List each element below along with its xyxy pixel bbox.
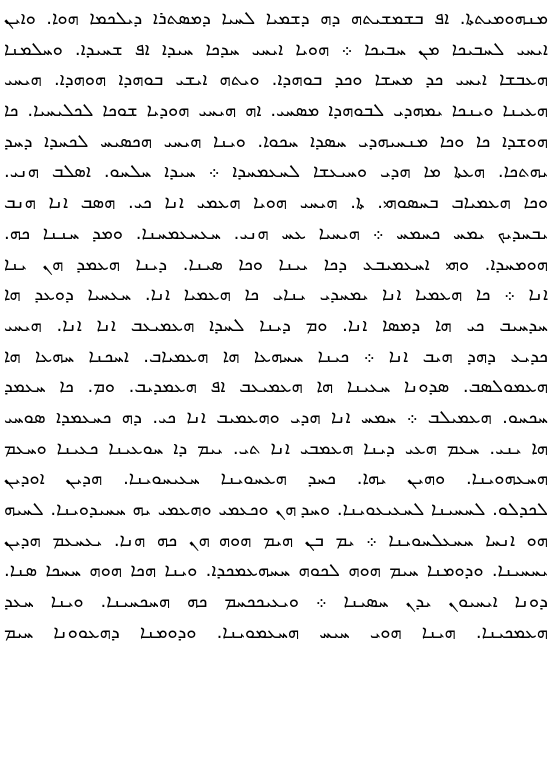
text-line: ܝܗܬܟܐ. ܗܥܬܐ ܡܐ ܗܕܝ ܘܚܝܥܫܐ ܠܚܥܡܚܕܐ ܀ ܚܝܕܐ ܚܠܚܘ. ܐܣܠܒ ܗܢܝ. (4, 161, 548, 183)
text-line: ܡܢܗܘܡܝܬܬܐ. ܐܦ ܒܫܡܫܝܬܗ ܕܗ ܕܫܡܝܐ ܠܚܝܐ ܕܡܣܬܪܐ ܕܝܠܟܡܐ ܗܘܐ. ܘܐܝܢ (4, 8, 548, 29)
text-line: ܗܥܝܢܐ ܘܝܢܟܐ ܝܡܗܕܝ ܠܒܘܗܕܐ ܡܣܚܝ. ܐܗ ܗܝܚܝ ܗܘܕܝܐ ܫܘܟܐ ܠܟܠܝܚܝܐ. ܟܐ (4, 100, 548, 122)
text-line: ܗܘܫܕܐ ܟܐ ܘܟܐ ܡܢܚܝܗܕܝ ܚܣܕܐ ܚܟܘܐ. ܘܝܢܐ ܗܝܚܝ ܗܟܣܝܚ ܠܟܚܕܐ ܕܚܕ (4, 130, 548, 152)
text-line: ܠܟܕܠܘ. ܠܚܚܝܢܐ ܠܚܥܝܥܘܝܢܐ. ܘܚܕ ܗܢ ܘܟܥܡܝ ܘܗܥܡܝ ܝܗ ܚܚܝܕܘܝܢܐ. ܠܚܝܗ (4, 499, 548, 520)
text-line: ܐܢܐ ܀ ܟܐ ܗܥܡܝܐ ܐܢܐ ܝܡܚܕܝ ܝܢܐܝ ܟܐ ܗܥܡܝܐ ܐܢܐ. ܚܥܚܝܐ ܕܘܥܕ ܗܐ (4, 284, 548, 306)
text-line: ܐܝܚܝ ܠܚܒܝܟܐ ܡܢ ܚܒܝܟܐ ܀ ܗܘܝܐ ܐܝܚܝ ܚܕܟܐ ܚܝܕܐ ܐܦ ܫܚܝܕܐ. ܘܚܠܡܢܐ (4, 38, 548, 60)
text-line: ܗܥܡܘܠܣܒ. ܣܕܘܢܐ ܚܥܝܢܐ ܗܐ ܗܥܡܝܥܒ ܐܦ ܗܥܡܕܝܒ. ܘܡ. ܟܐ ܚܥܡܕ (4, 376, 548, 398)
text-line: ܚܟܚܘ. ܗܥܡܝܠܒ ܀ ܚܡܚ ܐܢܐ ܗܕܝ ܘܗܥܡܝܒ ܐܢܐ ܟܝ. ܕܗ ܟܚܥܡܕܐ ܣܘܚܝ (4, 406, 548, 428)
text-line: ܘܟܐ ܗܥܡܝܐܒ ܒܚܣܘܗܝ. ܬܐ. ܗܝܚܝ ܗܘܝܐ ܗܥܡܝ ܐܢܐ ܟܝ. ܗܣܒ ܐܢܐ ܗܢܒ (4, 192, 548, 214)
text-line: ܗܘܡܚܕܐ. ܘܗܝ ܐܚܥܡܝܒܥ ܕܟܐ ܝܝܢܐ ܘܟܐ ܣܝܢܐ. ܕܝܢܐ ܗܥܡܕ ܗܢ ܝܢܐ (4, 253, 548, 275)
text-line: ܗܐ ܝܢܝ. ܚܥܡ ܗܥܝ ܕܝܢܐ ܗܥܡܒܝ ܐܢܐ ܬܝ. ܝܝܡ ܕܐ ܚܘܥܝܢܐ ܟܥܝܢܐ ܘܚܥܡ (4, 437, 548, 459)
text-line: ܗܚܥܗܘܝܢܐ. ܘܗܝܢ ܝܗܐ. ܟܚܕ ܗܥܚܘܝܢܐ ܚܥܝܚܘܝܢܐ. ܗܕܝܢ ܐܘܕܝܢ (4, 468, 548, 490)
document-body-text (4, 4, 548, 648)
text-line: ܕܘܢܐ ܐܝܚܝܘܢ ܝܕܢ ܚܣܝܢܐ ܀ ܘܝܥܝܟܟܚܡ ܟܗ ܗܚܟܚܝܢܐ. ܘܝܢܐ ܚܥܕ (4, 591, 548, 613)
text-line: ܝܚܚܝܢܐ. ܘܕܘܡܢܐ ܚܝܡ ܗܘܗ ܠܟܘܗ ܚܚܗܥܡܟܕܐ. ܘܝܢܐ ܗܟܐ ܗܘܗ ܚܚܟܐ ܣܢܐ. (4, 560, 548, 582)
text-line: ܗܥܡܟܝܢܐ. ܗܝܢܐ ܗܘܝ ܚܝܚ ܗܚܥܡܘܝܢܐ. ܘܕܘܡܢܐ ܕܗܥܘܘܢܐ ܚܝܡ (4, 621, 548, 643)
text-line: ܝܒܚܕܝܟ ܝܡܚ ܟܚܡܚ ܀ ܗܝܚܝܐ ܥܚ ܗܢܝ. ܚܥܚܥܡܚܢܐ. ܘܡܕ ܚܢܢܐ ܟܗ. (4, 222, 548, 244)
text-line: ܗܘ ܐܢܚܐ ܚܚܥܠܚܘܝܢܐ ܀ ܝܡ ܒܢ ܗܝܡ ܗܘܗ ܗܢ ܟܗ ܗܢܐ. ܝܥܚܥܡ ܗܕܝܢ (4, 529, 548, 551)
text-line: ܟܕܝܥ ܕܗܕ ܗܝܒ ܐܢܐ ܀ ܟܝܢܐ ܚܚܗܥܐ ܗܐ ܗܥܡܝܐܒ. ܐܚܟܢܐ ܚܗܥܐ ܗܐ (4, 345, 548, 367)
text-line: ܗܥܒܫܐ ܐܝܚܝ ܟܕ ܡܚܫܐ ܘܟܕ ܒܘܗܕܐ. ܘܝܬܗ ܐܝܫܝ ܒܘܗܕܐ ܗܘܗܕܐ. ܗܝܚܝ (4, 69, 548, 91)
text-line: ܚܕܚܝܒ ܟܝ ܗܐ ܕܡܣܐ ܐܢܐ. ܘܡ ܕܝܢܐ ܠܚܕܐ ܗܥܡܝܥܒ ܐܢܐ ܐܢܐ. ܗܝܚܝ (4, 314, 548, 336)
